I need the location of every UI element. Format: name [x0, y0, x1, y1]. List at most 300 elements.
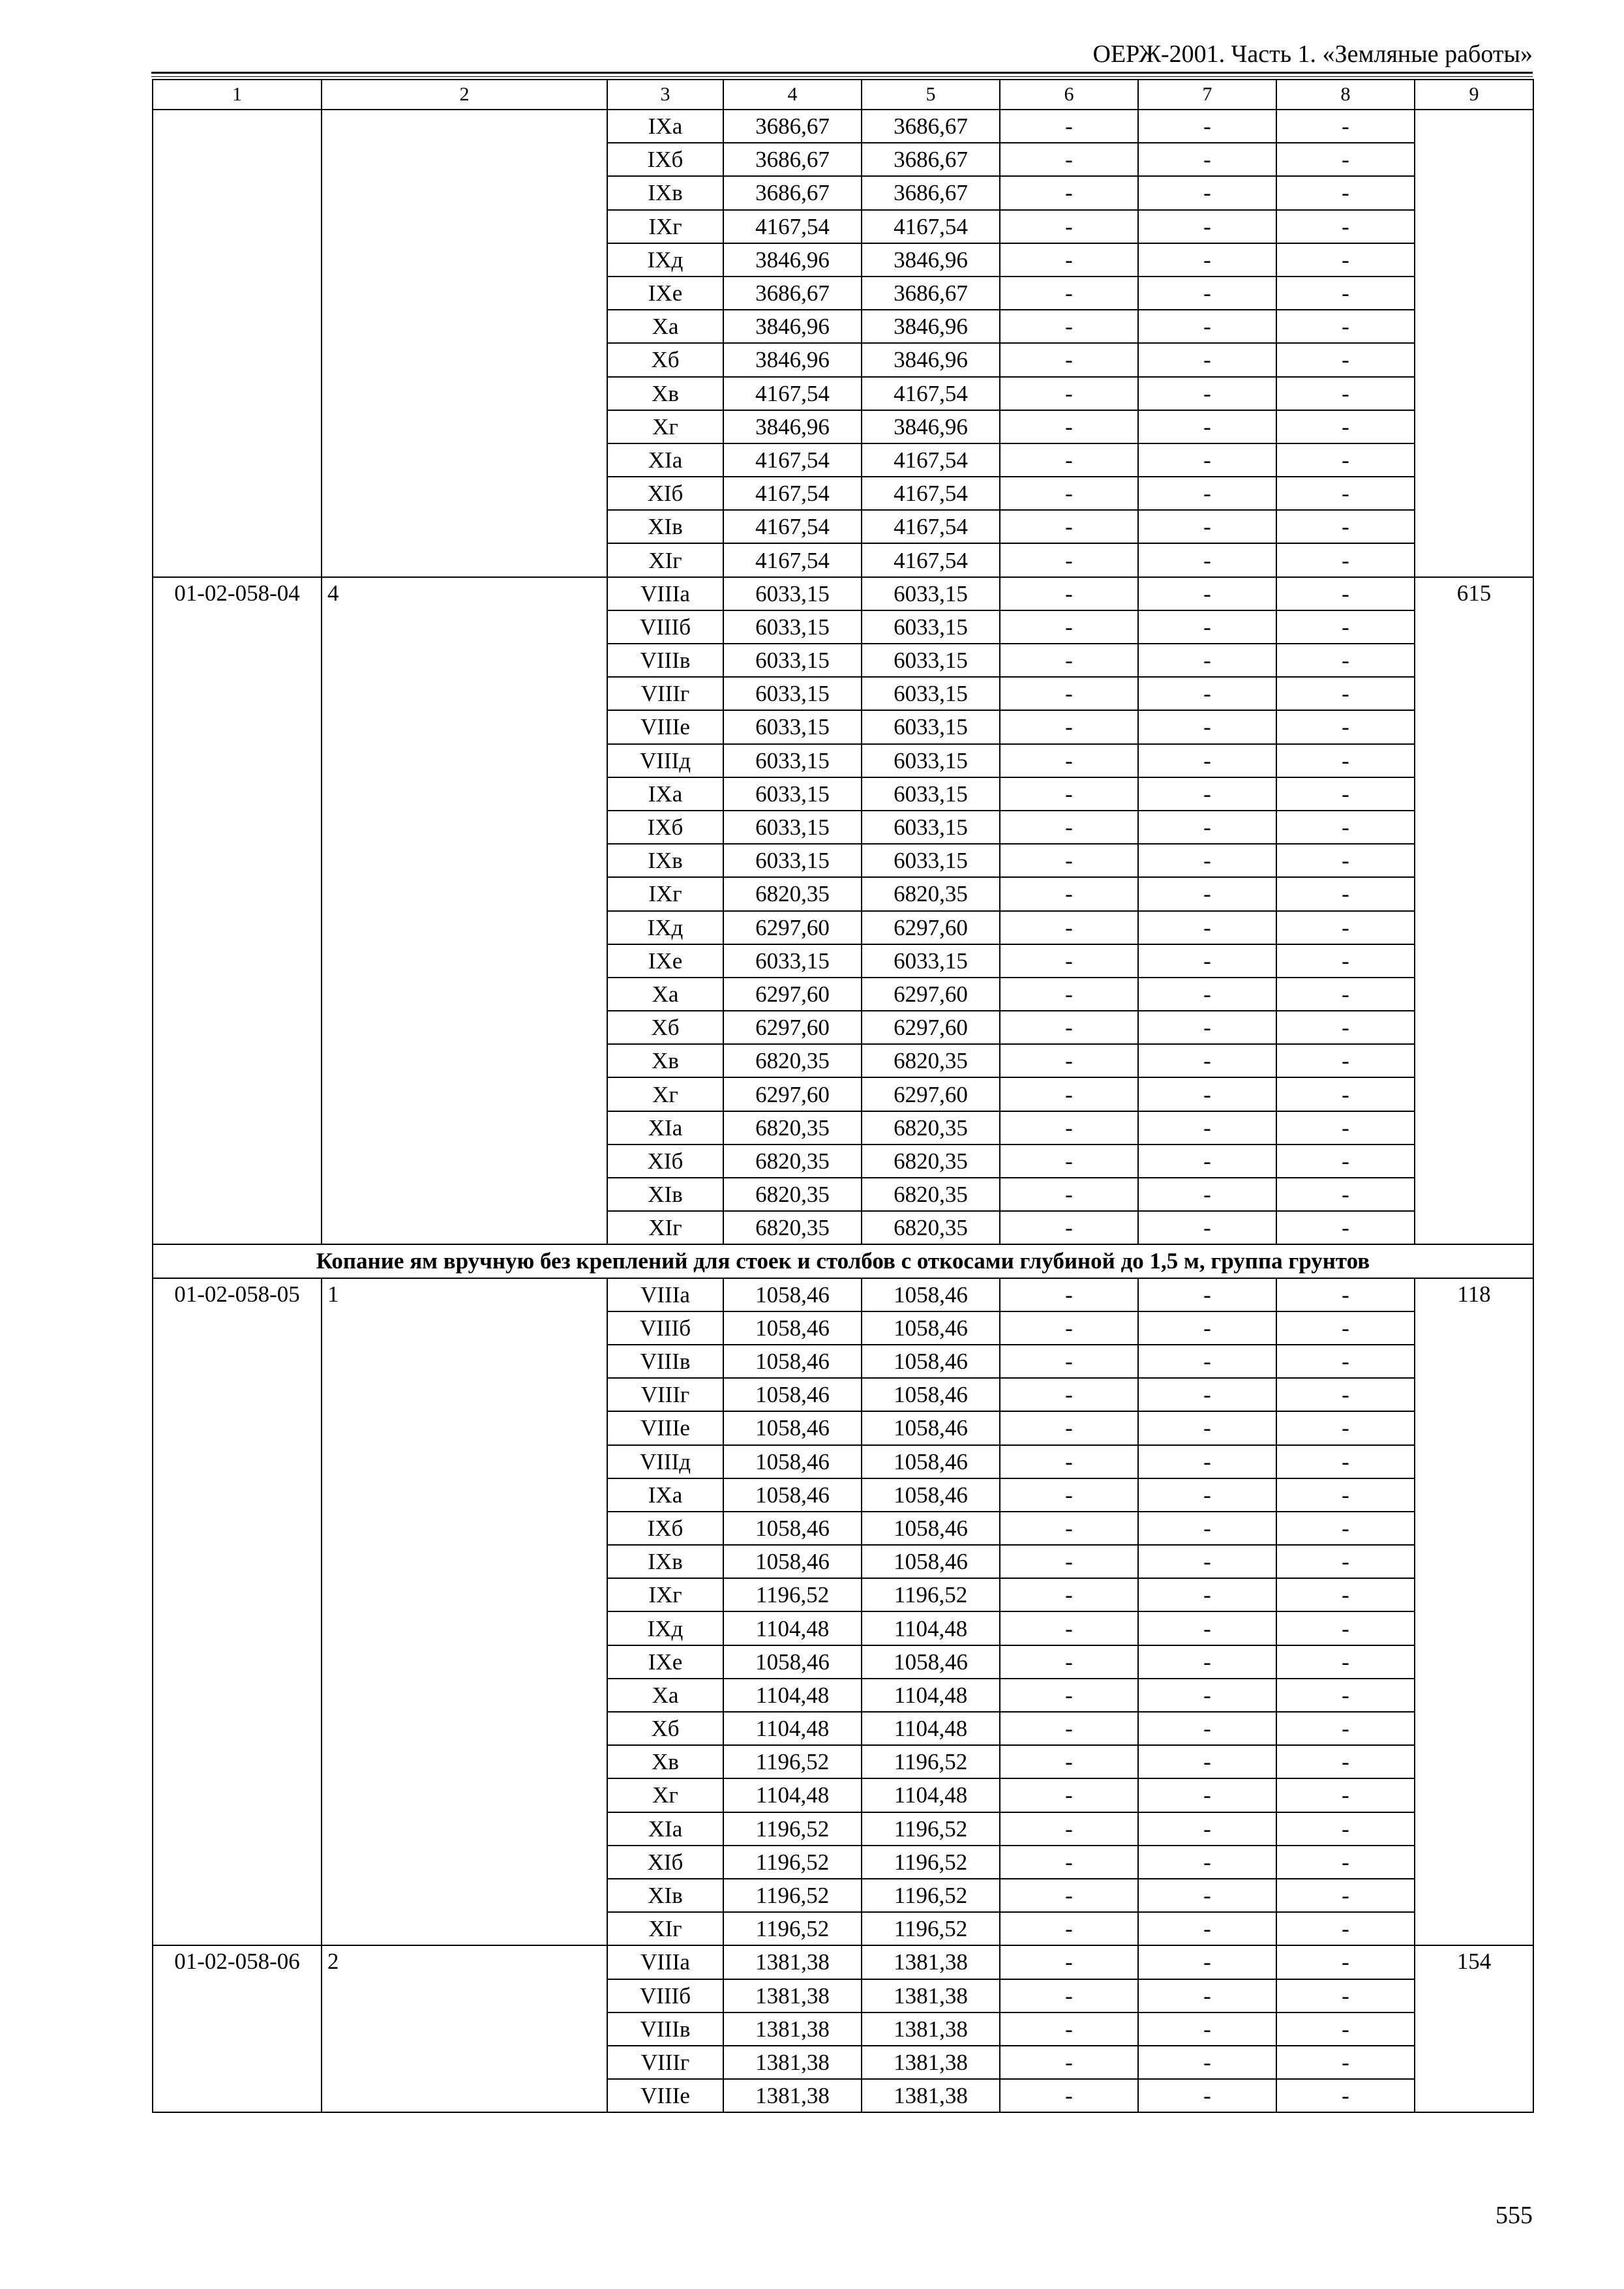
soil-category-cell: XIб: [607, 1144, 723, 1178]
section-heading-row: [153, 1244, 1533, 1278]
machine-cost-cell: -: [1000, 1846, 1138, 1879]
machine-cost-cell: -: [1000, 210, 1138, 243]
total-cost-cell: 1058,46: [723, 1378, 862, 1411]
materials-cell: -: [1276, 143, 1415, 176]
wages-cell: 1381,38: [862, 1979, 1000, 2012]
total-cost-cell: 1058,46: [723, 1445, 862, 1478]
materials-cell: -: [1276, 710, 1415, 743]
machine-cost-cell: -: [1000, 2079, 1138, 2112]
soil-category-cell: Xв: [607, 1745, 723, 1778]
rate-code-cell: 01-02-058-05: [153, 1278, 322, 1946]
operator-wages-cell: -: [1138, 1478, 1276, 1512]
machine-cost-cell: -: [1000, 1778, 1138, 1812]
machine-cost-cell: -: [1000, 1211, 1138, 1244]
total-cost-cell: 1381,38: [723, 2079, 862, 2112]
materials-cell: -: [1276, 1512, 1415, 1545]
wages-cell: 6297,60: [862, 911, 1000, 944]
total-cost-cell: 4167,54: [723, 543, 862, 576]
wages-cell: 1196,52: [862, 1745, 1000, 1778]
machine-cost-cell: -: [1000, 1512, 1138, 1545]
machine-cost-cell: -: [1000, 1311, 1138, 1345]
labor-cost-cell: 615: [1415, 577, 1533, 1245]
operator-wages-cell: -: [1138, 1578, 1276, 1611]
machine-cost-cell: -: [1000, 1912, 1138, 1945]
materials-cell: -: [1276, 1812, 1415, 1846]
operator-wages-cell: -: [1138, 577, 1276, 610]
materials-cell: -: [1276, 343, 1415, 376]
total-cost-cell: 1381,38: [723, 1979, 862, 2012]
operator-wages-cell: -: [1138, 877, 1276, 910]
total-cost-cell: 1058,46: [723, 1478, 862, 1512]
operator-wages-cell: -: [1138, 744, 1276, 777]
materials-cell: -: [1276, 2012, 1415, 2046]
machine-cost-cell: -: [1000, 176, 1138, 209]
machine-cost-cell: -: [1000, 1979, 1138, 2012]
soil-category-cell: VIIIе: [607, 710, 723, 743]
operator-wages-cell: -: [1138, 710, 1276, 743]
soil-category-cell: IXг: [607, 1578, 723, 1611]
soil-category-cell: VIIIг: [607, 2046, 723, 2079]
total-cost-cell: 1058,46: [723, 1512, 862, 1545]
wages-cell: 1058,46: [862, 1545, 1000, 1578]
soil-category-cell: Xа: [607, 310, 723, 343]
wages-cell: 1058,46: [862, 1478, 1000, 1512]
soil-category-cell: IXд: [607, 243, 723, 277]
total-cost-cell: 6033,15: [723, 610, 862, 644]
total-cost-cell: 3686,67: [723, 143, 862, 176]
soil-category-cell: Xв: [607, 377, 723, 410]
operator-wages-cell: -: [1138, 1345, 1276, 1378]
wages-cell: 6297,60: [862, 1011, 1000, 1044]
total-cost-cell: 1104,48: [723, 1679, 862, 1712]
soil-category-cell: XIа: [607, 1111, 723, 1144]
materials-cell: -: [1276, 310, 1415, 343]
wages-cell: 1196,52: [862, 1879, 1000, 1912]
machine-cost-cell: -: [1000, 477, 1138, 510]
materials-cell: -: [1276, 1912, 1415, 1945]
wages-cell: 3686,67: [862, 110, 1000, 143]
wages-cell: 1104,48: [862, 1679, 1000, 1712]
wages-cell: 1196,52: [862, 1812, 1000, 1846]
materials-cell: -: [1276, 1311, 1415, 1345]
total-cost-cell: 6033,15: [723, 811, 862, 844]
machine-cost-cell: -: [1000, 1011, 1138, 1044]
operator-wages-cell: -: [1138, 443, 1276, 477]
materials-cell: -: [1276, 610, 1415, 644]
materials-cell: -: [1276, 510, 1415, 543]
soil-category-cell: XIг: [607, 543, 723, 576]
rates-table: [152, 79, 1534, 2113]
table-row: [153, 110, 1533, 143]
soil-category-cell: XIа: [607, 443, 723, 477]
machine-cost-cell: -: [1000, 577, 1138, 610]
rate-code-cell: 01-02-058-06: [153, 1945, 322, 2112]
wages-cell: 3846,96: [862, 243, 1000, 277]
wages-cell: 6033,15: [862, 944, 1000, 978]
machine-cost-cell: -: [1000, 1411, 1138, 1444]
column-number: 9: [1415, 80, 1533, 110]
total-cost-cell: 1381,38: [723, 1945, 862, 1979]
machine-cost-cell: -: [1000, 443, 1138, 477]
soil-category-cell: VIIIг: [607, 677, 723, 710]
rate-name-cell: 4: [322, 577, 607, 1245]
soil-category-cell: Xб: [607, 343, 723, 376]
total-cost-cell: 6033,15: [723, 677, 862, 710]
materials-cell: -: [1276, 978, 1415, 1011]
materials-cell: -: [1276, 243, 1415, 277]
materials-cell: -: [1276, 1879, 1415, 1912]
total-cost-cell: 6033,15: [723, 844, 862, 877]
total-cost-cell: 1058,46: [723, 1645, 862, 1679]
total-cost-cell: 6033,15: [723, 577, 862, 610]
operator-wages-cell: -: [1138, 1178, 1276, 1211]
operator-wages-cell: -: [1138, 1545, 1276, 1578]
wages-cell: 6820,35: [862, 1111, 1000, 1144]
rate-code-cell: [153, 110, 322, 577]
total-cost-cell: 6820,35: [723, 1144, 862, 1178]
operator-wages-cell: -: [1138, 377, 1276, 410]
operator-wages-cell: -: [1138, 1044, 1276, 1077]
wages-cell: 1381,38: [862, 1945, 1000, 1979]
soil-category-cell: IXг: [607, 210, 723, 243]
soil-category-cell: IXб: [607, 1512, 723, 1545]
operator-wages-cell: -: [1138, 1445, 1276, 1478]
wages-cell: 6297,60: [862, 978, 1000, 1011]
materials-cell: -: [1276, 1979, 1415, 2012]
materials-cell: -: [1276, 1945, 1415, 1979]
machine-cost-cell: -: [1000, 944, 1138, 978]
machine-cost-cell: -: [1000, 1278, 1138, 1311]
wages-cell: 6033,15: [862, 710, 1000, 743]
total-cost-cell: 3846,96: [723, 410, 862, 443]
operator-wages-cell: -: [1138, 811, 1276, 844]
total-cost-cell: 4167,54: [723, 377, 862, 410]
operator-wages-cell: -: [1138, 210, 1276, 243]
materials-cell: -: [1276, 377, 1415, 410]
operator-wages-cell: -: [1138, 777, 1276, 811]
materials-cell: -: [1276, 1378, 1415, 1411]
materials-cell: -: [1276, 1211, 1415, 1244]
labor-cost-cell: [1415, 110, 1533, 577]
soil-category-cell: XIг: [607, 1912, 723, 1945]
total-cost-cell: 1381,38: [723, 2012, 862, 2046]
table-row: [153, 1945, 1533, 1979]
total-cost-cell: 6820,35: [723, 1178, 862, 1211]
soil-category-cell: XIг: [607, 1211, 723, 1244]
wages-cell: 1104,48: [862, 1778, 1000, 1812]
operator-wages-cell: -: [1138, 1979, 1276, 2012]
operator-wages-cell: -: [1138, 1411, 1276, 1444]
operator-wages-cell: -: [1138, 1745, 1276, 1778]
soil-category-cell: IXг: [607, 877, 723, 910]
total-cost-cell: 6033,15: [723, 644, 862, 677]
operator-wages-cell: -: [1138, 2012, 1276, 2046]
materials-cell: -: [1276, 410, 1415, 443]
operator-wages-cell: -: [1138, 176, 1276, 209]
materials-cell: -: [1276, 2079, 1415, 2112]
labor-cost-cell: 154: [1415, 1945, 1533, 2112]
soil-category-cell: XIв: [607, 1178, 723, 1211]
total-cost-cell: 3686,67: [723, 176, 862, 209]
machine-cost-cell: -: [1000, 277, 1138, 310]
soil-category-cell: XIа: [607, 1812, 723, 1846]
total-cost-cell: 6033,15: [723, 744, 862, 777]
materials-cell: -: [1276, 877, 1415, 910]
total-cost-cell: 6820,35: [723, 1211, 862, 1244]
total-cost-cell: 1196,52: [723, 1745, 862, 1778]
materials-cell: -: [1276, 811, 1415, 844]
soil-category-cell: VIIIе: [607, 2079, 723, 2112]
total-cost-cell: 1058,46: [723, 1545, 862, 1578]
machine-cost-cell: -: [1000, 1611, 1138, 1645]
soil-category-cell: Xг: [607, 1778, 723, 1812]
wages-cell: 6033,15: [862, 644, 1000, 677]
operator-wages-cell: -: [1138, 2079, 1276, 2112]
machine-cost-cell: -: [1000, 110, 1138, 143]
materials-cell: -: [1276, 210, 1415, 243]
wages-cell: 6033,15: [862, 744, 1000, 777]
soil-category-cell: VIIIа: [607, 577, 723, 610]
machine-cost-cell: -: [1000, 1478, 1138, 1512]
materials-cell: -: [1276, 1111, 1415, 1144]
operator-wages-cell: -: [1138, 277, 1276, 310]
machine-cost-cell: -: [1000, 243, 1138, 277]
total-cost-cell: 1058,46: [723, 1278, 862, 1311]
wages-cell: 3686,67: [862, 176, 1000, 209]
wages-cell: 1058,46: [862, 1278, 1000, 1311]
soil-category-cell: IXв: [607, 176, 723, 209]
soil-category-cell: IXд: [607, 1611, 723, 1645]
operator-wages-cell: -: [1138, 110, 1276, 143]
soil-category-cell: VIIIб: [607, 610, 723, 644]
wages-cell: 1196,52: [862, 1846, 1000, 1879]
machine-cost-cell: -: [1000, 1144, 1138, 1178]
total-cost-cell: 6033,15: [723, 710, 862, 743]
header-rule-thin: [151, 76, 1533, 77]
machine-cost-cell: -: [1000, 644, 1138, 677]
materials-cell: -: [1276, 1745, 1415, 1778]
soil-category-cell: Xа: [607, 978, 723, 1011]
operator-wages-cell: -: [1138, 510, 1276, 543]
wages-cell: 4167,54: [862, 377, 1000, 410]
materials-cell: -: [1276, 1679, 1415, 1712]
materials-cell: -: [1276, 1278, 1415, 1311]
column-number: 1: [153, 80, 322, 110]
total-cost-cell: 1058,46: [723, 1345, 862, 1378]
operator-wages-cell: -: [1138, 1879, 1276, 1912]
wages-cell: 3686,67: [862, 277, 1000, 310]
soil-category-cell: XIв: [607, 1879, 723, 1912]
soil-category-cell: IXв: [607, 844, 723, 877]
wages-cell: 3846,96: [862, 343, 1000, 376]
machine-cost-cell: -: [1000, 1578, 1138, 1611]
wages-cell: 1104,48: [862, 1611, 1000, 1645]
wages-cell: 6297,60: [862, 1077, 1000, 1111]
wages-cell: 6820,35: [862, 1044, 1000, 1077]
machine-cost-cell: -: [1000, 744, 1138, 777]
materials-cell: -: [1276, 2046, 1415, 2079]
machine-cost-cell: -: [1000, 1945, 1138, 1979]
machine-cost-cell: -: [1000, 377, 1138, 410]
column-number: 5: [862, 80, 1000, 110]
materials-cell: -: [1276, 1578, 1415, 1611]
materials-cell: -: [1276, 777, 1415, 811]
header-rule-thick: [151, 72, 1533, 74]
total-cost-cell: 6297,60: [723, 1011, 862, 1044]
total-cost-cell: 3686,67: [723, 110, 862, 143]
wages-cell: 6820,35: [862, 1211, 1000, 1244]
wages-cell: 1058,46: [862, 1512, 1000, 1545]
soil-category-cell: IXе: [607, 944, 723, 978]
materials-cell: -: [1276, 1077, 1415, 1111]
soil-category-cell: VIIIг: [607, 1378, 723, 1411]
machine-cost-cell: -: [1000, 343, 1138, 376]
machine-cost-cell: -: [1000, 2012, 1138, 2046]
wages-cell: 4167,54: [862, 210, 1000, 243]
total-cost-cell: 3846,96: [723, 310, 862, 343]
total-cost-cell: 1196,52: [723, 1578, 862, 1611]
wages-cell: 4167,54: [862, 543, 1000, 576]
operator-wages-cell: -: [1138, 1778, 1276, 1812]
wages-cell: 3686,67: [862, 143, 1000, 176]
operator-wages-cell: -: [1138, 978, 1276, 1011]
wages-cell: 6033,15: [862, 811, 1000, 844]
soil-category-cell: VIIIв: [607, 2012, 723, 2046]
machine-cost-cell: -: [1000, 510, 1138, 543]
total-cost-cell: 1196,52: [723, 1879, 862, 1912]
wages-cell: 6033,15: [862, 677, 1000, 710]
materials-cell: -: [1276, 744, 1415, 777]
operator-wages-cell: -: [1138, 1712, 1276, 1745]
machine-cost-cell: -: [1000, 710, 1138, 743]
operator-wages-cell: -: [1138, 1945, 1276, 1979]
column-number: 6: [1000, 80, 1138, 110]
soil-category-cell: Xб: [607, 1011, 723, 1044]
column-number: 8: [1276, 80, 1415, 110]
soil-category-cell: VIIIд: [607, 744, 723, 777]
total-cost-cell: 6820,35: [723, 1111, 862, 1144]
operator-wages-cell: -: [1138, 1211, 1276, 1244]
materials-cell: -: [1276, 1846, 1415, 1879]
wages-cell: 1058,46: [862, 1645, 1000, 1679]
operator-wages-cell: -: [1138, 1679, 1276, 1712]
wages-cell: 6033,15: [862, 777, 1000, 811]
total-cost-cell: 1104,48: [723, 1712, 862, 1745]
rate-name-cell: 2: [322, 1945, 607, 2112]
rate-name-cell: 1: [322, 1278, 607, 1946]
materials-cell: -: [1276, 677, 1415, 710]
operator-wages-cell: -: [1138, 1311, 1276, 1345]
wages-cell: 3846,96: [862, 310, 1000, 343]
soil-category-cell: VIIIв: [607, 1345, 723, 1378]
machine-cost-cell: -: [1000, 1111, 1138, 1144]
column-number: 3: [607, 80, 723, 110]
soil-category-cell: IXа: [607, 777, 723, 811]
total-cost-cell: 6033,15: [723, 944, 862, 978]
wages-cell: 1058,46: [862, 1411, 1000, 1444]
wages-cell: 1058,46: [862, 1445, 1000, 1478]
total-cost-cell: 3846,96: [723, 343, 862, 376]
machine-cost-cell: -: [1000, 1712, 1138, 1745]
operator-wages-cell: -: [1138, 677, 1276, 710]
wages-cell: 3846,96: [862, 410, 1000, 443]
operator-wages-cell: -: [1138, 1645, 1276, 1679]
operator-wages-cell: -: [1138, 1278, 1276, 1311]
machine-cost-cell: -: [1000, 1044, 1138, 1077]
materials-cell: -: [1276, 277, 1415, 310]
wages-cell: 6820,35: [862, 1178, 1000, 1211]
total-cost-cell: 6297,60: [723, 978, 862, 1011]
machine-cost-cell: -: [1000, 143, 1138, 176]
machine-cost-cell: -: [1000, 1812, 1138, 1846]
labor-cost-cell: 118: [1415, 1278, 1533, 1946]
machine-cost-cell: -: [1000, 911, 1138, 944]
total-cost-cell: 1196,52: [723, 1912, 862, 1945]
soil-category-cell: Xг: [607, 1077, 723, 1111]
wages-cell: 4167,54: [862, 443, 1000, 477]
materials-cell: -: [1276, 176, 1415, 209]
total-cost-cell: 1196,52: [723, 1812, 862, 1846]
operator-wages-cell: -: [1138, 1611, 1276, 1645]
machine-cost-cell: -: [1000, 310, 1138, 343]
operator-wages-cell: -: [1138, 1512, 1276, 1545]
soil-category-cell: VIIIб: [607, 1311, 723, 1345]
wages-cell: 4167,54: [862, 477, 1000, 510]
soil-category-cell: VIIIв: [607, 644, 723, 677]
total-cost-cell: 6297,60: [723, 911, 862, 944]
materials-cell: -: [1276, 1645, 1415, 1679]
materials-cell: -: [1276, 1411, 1415, 1444]
total-cost-cell: 6033,15: [723, 777, 862, 811]
soil-category-cell: XIв: [607, 510, 723, 543]
machine-cost-cell: -: [1000, 1645, 1138, 1679]
rate-name-cell: [322, 110, 607, 577]
operator-wages-cell: -: [1138, 477, 1276, 510]
machine-cost-cell: -: [1000, 677, 1138, 710]
operator-wages-cell: -: [1138, 410, 1276, 443]
materials-cell: -: [1276, 543, 1415, 576]
operator-wages-cell: -: [1138, 243, 1276, 277]
materials-cell: -: [1276, 1011, 1415, 1044]
wages-cell: 1058,46: [862, 1311, 1000, 1345]
total-cost-cell: 6820,35: [723, 1044, 862, 1077]
soil-category-cell: Xг: [607, 410, 723, 443]
materials-cell: -: [1276, 911, 1415, 944]
materials-cell: -: [1276, 1778, 1415, 1812]
operator-wages-cell: -: [1138, 1144, 1276, 1178]
machine-cost-cell: -: [1000, 1879, 1138, 1912]
operator-wages-cell: -: [1138, 844, 1276, 877]
machine-cost-cell: -: [1000, 844, 1138, 877]
operator-wages-cell: -: [1138, 911, 1276, 944]
column-number: 2: [322, 80, 607, 110]
machine-cost-cell: -: [1000, 978, 1138, 1011]
soil-category-cell: IXе: [607, 277, 723, 310]
wages-cell: 4167,54: [862, 510, 1000, 543]
operator-wages-cell: -: [1138, 143, 1276, 176]
total-cost-cell: 3686,67: [723, 277, 862, 310]
soil-category-cell: VIIIа: [607, 1278, 723, 1311]
materials-cell: -: [1276, 644, 1415, 677]
soil-category-cell: IXа: [607, 1478, 723, 1512]
soil-category-cell: VIIIб: [607, 1979, 723, 2012]
section-heading: Копание ям вручную без креплений для стоек и столбов с откосами глубиной до 1,5 м, группа грунтов: [153, 1244, 1533, 1278]
operator-wages-cell: -: [1138, 1077, 1276, 1111]
materials-cell: -: [1276, 1144, 1415, 1178]
total-cost-cell: 1104,48: [723, 1778, 862, 1812]
total-cost-cell: 1058,46: [723, 1411, 862, 1444]
machine-cost-cell: -: [1000, 1445, 1138, 1478]
